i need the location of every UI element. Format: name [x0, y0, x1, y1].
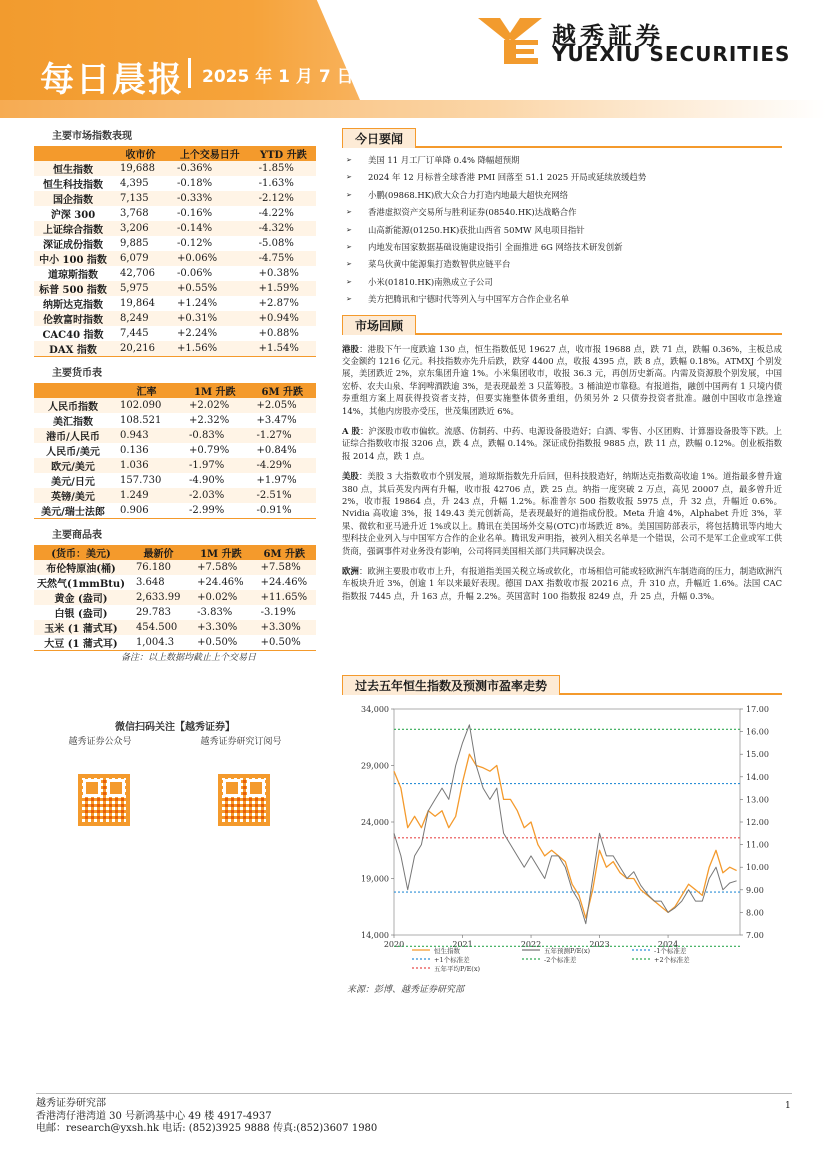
row-value: -0.16% — [176, 208, 213, 219]
row-value: -0.33% — [169, 191, 251, 206]
market-review-title: 市场回顾 — [342, 315, 416, 335]
row-value: -3.83% — [197, 607, 233, 618]
row-value: 157.730 — [120, 475, 162, 486]
row-value: +11.65% — [253, 590, 316, 605]
row-value: 8,249 — [112, 311, 169, 326]
qr-right-label: 越秀证券研究订阅号 — [200, 737, 282, 747]
row-label: 上证综合指数 — [34, 221, 112, 236]
currency-title: 主要货币表 — [52, 368, 102, 379]
market-review-header — [342, 315, 782, 335]
news-item[interactable]: ➢ 美国 11 月工厂订单降 0.4% 降幅超预期 — [342, 152, 782, 169]
table-row — [34, 398, 316, 413]
row-value: -1.27% — [249, 428, 316, 443]
y-right-tick-label: 13.00 — [746, 795, 769, 805]
row-value: -0.14% — [169, 221, 251, 236]
row-label: 恒生指数 — [34, 161, 112, 176]
series-line-五年预测P/E(x) — [394, 725, 737, 924]
table-row — [34, 176, 316, 191]
table-row — [34, 560, 316, 575]
logo-chinese-name: 越秀証券 — [552, 22, 664, 50]
table-row — [34, 311, 316, 326]
row-label: 道琼斯指数 — [48, 270, 98, 281]
review-paragraph — [342, 343, 782, 417]
row-value: 5,975 — [112, 281, 169, 296]
y-right-tick-label: 8.00 — [746, 908, 764, 918]
row-value: -4.90% — [189, 475, 225, 486]
table-row — [34, 590, 316, 605]
row-value: 29.783 — [135, 607, 171, 618]
footer — [36, 1098, 377, 1136]
row-value: 4,395 — [120, 178, 149, 189]
report-header — [0, 0, 826, 120]
row-value: +1.24% — [176, 298, 218, 309]
row-value: 1,004.3 — [128, 635, 189, 651]
row-value: -4.32% — [251, 221, 316, 236]
y-right-tick-label: 16.00 — [746, 727, 769, 737]
column-header: 6M 升跌 — [253, 545, 316, 560]
table-row — [34, 473, 316, 488]
row-value: -0.06% — [176, 268, 213, 279]
wechat-account-qr-icon[interactable] — [78, 774, 130, 826]
row-value: -5.08% — [258, 238, 294, 249]
row-value: 0.136 — [120, 445, 149, 456]
row-label: 标普 500 指数 — [34, 281, 112, 296]
row-value: 3,768 — [120, 208, 149, 219]
review-lead: 欧洲 — [342, 566, 359, 577]
column-header: 最新价 — [128, 545, 189, 560]
row-value: +0.84% — [256, 445, 297, 456]
row-value: 6,079 — [112, 251, 169, 266]
row-label: 天然气(1mmBtu) — [37, 579, 125, 590]
row-value: +0.50% — [189, 635, 252, 651]
row-value: 76.180 — [128, 560, 189, 575]
row-value: 3.648 — [135, 577, 165, 588]
row-value: -2.12% — [251, 191, 316, 206]
row-label: CAC40 指数 — [42, 330, 104, 341]
column-header: 6M 升跌 — [249, 383, 316, 398]
row-value: 0.943 — [112, 428, 181, 443]
footer-dept: 越秀证券研究部 — [36, 1098, 106, 1109]
row-value: -4.75% — [251, 251, 316, 266]
table-row — [34, 575, 316, 590]
x-tick-label: 2021 — [452, 940, 473, 949]
row-label: 中小 100 指数 — [34, 251, 112, 266]
table-row — [34, 413, 316, 428]
row-value: +0.38% — [258, 268, 299, 279]
review-paragraph — [342, 425, 782, 462]
row-value: 1.249 — [112, 488, 181, 503]
row-value: -2.51% — [249, 488, 316, 503]
row-value: +7.58% — [253, 560, 316, 575]
legend-label: 五年预测P/E(x) — [544, 947, 591, 955]
review-text: ：沪深股市收市偏软。流感、仿制药、中药、电源设备股造好；白酒、零售、小区团购、计算器设备股等下跌。上证综合指数收市报 3206 点，跌 4 点，跌幅 0.14%。深证成份指数报 9885 点，跌 11 点，跌幅 0.12%。创业板指数报 2014 点，跌 1 点。 — [342, 425, 783, 461]
left-column — [34, 128, 316, 665]
row-value: 19,864 — [120, 298, 155, 309]
table-row — [34, 161, 316, 176]
row-label: 港币/人民币 — [34, 428, 112, 443]
x-tick-label: 2024 — [657, 940, 679, 949]
row-value: 454.500 — [128, 620, 189, 635]
table-row — [34, 206, 316, 221]
row-value: +2.87% — [258, 298, 299, 309]
today-news-header — [342, 128, 782, 148]
row-label: 黄金 (盎司) — [34, 590, 128, 605]
legend-label: -1个标准差 — [654, 947, 687, 955]
review-lead: 美股 — [342, 471, 359, 482]
row-label: 白银 (盎司) — [54, 609, 108, 620]
header-gradient-band — [0, 100, 826, 118]
x-tick-label: 2020 — [383, 940, 405, 949]
news-item[interactable]: ➢ 菜鸟伙黄中能源集打造数智供应链平台 — [342, 256, 782, 273]
commodity-table — [34, 545, 316, 651]
chart-source: 来源：彭博、越秀证券研究部 — [347, 985, 465, 995]
table-row — [34, 281, 316, 296]
table-row — [34, 296, 316, 311]
row-value: +0.06% — [169, 251, 251, 266]
row-label: 恒生科技指数 — [43, 180, 103, 191]
column-header: 1M 升跌 — [189, 545, 252, 560]
news-item[interactable]: ➢ 小米(01810.HK)南熟成立子公司 — [342, 274, 782, 291]
row-value: +7.58% — [189, 560, 252, 575]
row-label: 美汇指数 — [53, 417, 93, 428]
row-value: -1.97% — [181, 458, 248, 473]
table-row — [34, 428, 316, 443]
row-value: -2.03% — [181, 488, 248, 503]
row-value: 7,445 — [120, 328, 149, 339]
news-item[interactable]: ➢ 小鹏(09868.HK)欣大众合力打造内地最大超快充网络 — [342, 187, 782, 204]
hsi-pe-chart — [342, 675, 782, 979]
research-subscription-qr-icon[interactable] — [218, 774, 270, 826]
row-value: +3.30% — [189, 620, 252, 635]
row-value: +24.46% — [260, 577, 308, 588]
market-index-table — [34, 146, 316, 357]
currency-table — [34, 383, 316, 519]
column-header — [34, 383, 112, 398]
review-text: ：美股 3 大指数收市个别发展，道琼斯指数先升后回，但科技股造好，纳斯达克指数高收逾 1%。道指最多曾升逾 380 点，其后英发内两有升幅，收市报 42706 点，跌 25 点。纳指一度突破 2 万点，高见 20007 点，最多曾升近 2%，收市报 19864 点，升 243 点，升幅 1.2%。标准普尔 500 指数收报 5975 点，升 32 点，升幅近 0.6%。Nvidia 高收逾 3%，报 149.43 美元创新高，是表现最好的道指成份股。Meta 升逾 4%，Alphabet 升近 3%，苹果、微软和亚马逊升近 1%或以上。腾讯在美国场外交易(OTC)市场跌近 8%。美国国防部表示，将包括腾讯等内地大型科技企业列入与中国军方合作的企业名单。腾讯发声明指，被列入相关名单是一个错误，公司不是军工企业或军工供货商，强调事件对业务没有影响，公司将同美国相关部门共同解决误会。 — [342, 471, 782, 556]
row-value: +2.24% — [176, 328, 218, 339]
row-value: +1.56% — [169, 341, 251, 357]
row-value: +0.31% — [169, 311, 251, 326]
market-review-body — [342, 343, 782, 603]
row-value: 108.521 — [120, 415, 162, 426]
y-right-tick-label: 17.00 — [746, 705, 769, 714]
review-lead: A 股 — [342, 425, 360, 436]
row-value: -1.85% — [251, 161, 316, 176]
row-label: 国企指数 — [34, 191, 112, 206]
footer-contact: 电邮：research@yxsh.hk 电话: (852)3925 9888 传真:(852)3607 1980 — [36, 1123, 378, 1135]
row-value: 9,885 — [120, 238, 149, 249]
y-right-tick-label: 11.00 — [746, 840, 769, 850]
x-tick-label: 2023 — [589, 940, 610, 949]
row-value: -4.22% — [258, 208, 294, 219]
row-label: 布伦特原油(桶) — [34, 560, 128, 575]
legend-label: 五年平均P/E(x) — [434, 965, 481, 973]
y-right-tick-label: 7.00 — [746, 931, 764, 940]
report-date: 2025 年 1 月 7 日 — [202, 67, 354, 87]
review-text: ：港股下午一度跌逾 130 点，恒生指数低见 19627 点，收市报 19688 点，跌 71 点，跌幅 0.36%，主板总成交金额约 1216 亿元。科技指数亦先升后跌，跌穿 4400 点，收报 4395 点，跌 8 点，跌幅 0.18%。ATMXJ 个别发展，美团跌近 2%，京东集团升逾 1%。小米集团收市，收报 36.3 元，再创历史新高。内需及资源股个别发展，中国宏桥、农夫山泉、华润啤酒跌逾 3%，是表现最差 3 只蓝筹股。3 桶油逆市靠稳。有报道指，融创中国两有 1 只境内债券重组方案上周获得投资者支持，但要实施整体债务重组，仍须另外 2 只债券投资者批准。融创中国收市急挫逾 14%，其他内房股亦受压，世茂集团跌近 6%。 — [342, 343, 782, 416]
table-header-row — [34, 146, 316, 161]
qr-title: 微信扫码关注【越秀证券】 — [115, 722, 235, 733]
chart-title: 过去五年恒生指数及预测市盈率走势 — [342, 675, 560, 695]
footer-divider — [36, 1093, 792, 1094]
row-label: 英镑/美元 — [34, 488, 112, 503]
column-header: 收市价 — [112, 146, 169, 161]
y-left-tick-label: 24,000 — [361, 818, 389, 827]
legend-label: +1个标准差 — [434, 956, 470, 964]
y-right-tick-label: 12.00 — [746, 818, 769, 827]
today-news-title: 今日要闻 — [342, 128, 416, 148]
row-value: +1.97% — [256, 475, 297, 486]
table-row — [34, 221, 316, 236]
title-separator — [188, 58, 191, 88]
row-label: 大豆 (1 蒲式耳) — [34, 635, 128, 651]
news-item[interactable]: ➢ 山高新能源(01250.HK)获批山西省 50MW 风电项目指针 — [342, 222, 782, 239]
row-value: +3.30% — [253, 620, 316, 635]
table-row — [34, 503, 316, 519]
hsi-pe-chart-svg — [342, 699, 782, 979]
table-header-row — [34, 383, 316, 398]
row-label: 伦敦富时指数 — [34, 311, 112, 326]
legend-label: -2个标准差 — [544, 956, 577, 964]
y-left-tick-label: 29,000 — [361, 761, 389, 771]
row-value: +2.02% — [181, 398, 248, 413]
row-label: 深证成份指数 — [43, 240, 103, 251]
row-value: 19,688 — [112, 161, 169, 176]
row-label: 纳斯达克指数 — [43, 300, 103, 311]
chart-header — [342, 675, 782, 695]
row-value: +1.54% — [251, 341, 316, 357]
row-value: +0.88% — [258, 328, 299, 339]
table-row — [34, 605, 316, 620]
column-header: YTD 升跌 — [251, 146, 316, 161]
review-paragraph — [342, 470, 782, 557]
y-right-tick-label: 15.00 — [746, 750, 769, 760]
commodity-title: 主要商品表 — [52, 530, 102, 541]
row-value: -4.29% — [249, 458, 316, 473]
table-row — [34, 341, 316, 357]
footer-address: 香港湾仔港湾道 30 号新鸿基中心 49 楼 4917-4937 — [36, 1110, 272, 1122]
qr-section — [34, 718, 316, 828]
row-label: 美元/瑞士法郎 — [34, 503, 112, 519]
data-note: 备注：以上数据均截止上个交易日 — [120, 653, 256, 663]
legend-label: 恒生指数 — [434, 947, 460, 955]
legend-label: +2个标准差 — [654, 956, 690, 964]
today-news-list — [342, 152, 782, 309]
row-value: 20,216 — [112, 341, 169, 357]
column-header: 1M 升跌 — [181, 383, 248, 398]
row-value: 3,206 — [112, 221, 169, 236]
row-value: -3.19% — [260, 607, 296, 618]
qr-left-label: 越秀证券公众号 — [68, 737, 132, 747]
row-value: 1.036 — [112, 458, 181, 473]
news-item[interactable]: ➢ 香港虚拟资产交易所与胜利证券(08540.HK)达战略合作 — [342, 204, 782, 221]
news-item[interactable]: ➢ 美方把腾讯和宁德时代等列入与中国军方合作企业名单 — [342, 291, 782, 308]
table-row — [34, 266, 316, 281]
row-value: -1.63% — [258, 178, 294, 189]
column-header: 上个交易日升 — [169, 146, 251, 161]
news-item[interactable]: ➢ 2024 年 12 月标普全球香港 PMI 回落至 51.1 2025 开局或延续放缓趋势 — [342, 169, 782, 186]
table-row — [34, 191, 316, 206]
row-value: +0.55% — [169, 281, 251, 296]
row-value: +0.50% — [253, 635, 316, 651]
row-label: 美元/日元 — [51, 477, 95, 488]
table-row — [34, 443, 316, 458]
table-row — [34, 251, 316, 266]
row-label: 人民币/美元 — [46, 447, 100, 458]
report-title: 每日晨报 — [40, 60, 184, 100]
right-column — [342, 128, 782, 610]
review-paragraph — [342, 565, 782, 602]
y-right-tick-label: 9.00 — [746, 885, 764, 895]
row-value: -0.12% — [176, 238, 213, 249]
row-value: +0.94% — [251, 311, 316, 326]
row-value: 0.906 — [112, 503, 181, 519]
yuexiu-logo-icon — [478, 18, 542, 64]
row-value: +0.79% — [189, 445, 230, 456]
qr-labels — [34, 734, 316, 750]
row-value: +0.02% — [189, 590, 252, 605]
table-row — [34, 458, 316, 473]
row-value: 7,135 — [112, 191, 169, 206]
row-label: DAX 指数 — [34, 341, 112, 357]
row-value: -0.91% — [249, 503, 316, 519]
table-header-row — [34, 545, 316, 560]
row-value: 2,633.99 — [128, 590, 189, 605]
news-item[interactable]: ➢ 内地发布国家数据基础设施建设指引 全面推进 6G 网络技术研发创新 — [342, 239, 782, 256]
row-label: 欧元/美元 — [34, 458, 112, 473]
row-label: 玉米 (1 蒲式耳) — [34, 620, 128, 635]
market-index-title: 主要市场指数表现 — [52, 131, 132, 142]
y-left-tick-label: 19,000 — [361, 874, 389, 884]
column-header: (货币：美元) — [34, 545, 128, 560]
row-value: -2.99% — [181, 503, 248, 519]
row-value: -0.83% — [181, 428, 248, 443]
y-left-tick-label: 14,000 — [361, 931, 389, 940]
page-number: 1 — [785, 1101, 791, 1111]
review-text: ：欧洲主要股市收市上升，有报道指美国关税立场或软化，市场相信可能或轻欧洲汽车制造商的压力，制造欧洲汽车板块升近 3%，创逾 1 年以来最好表现。德国 DAX 指数收市报 20216 点，升 310 点，升幅近 1.6%。法国 CAC 指数报 7445 点，升 163 点，升幅 2.2%。英国富时 100 指数报 8249 点，升 25 点，升幅 0.3%。 — [342, 566, 783, 601]
row-value: -0.36% — [169, 161, 251, 176]
row-value: +2.32% — [189, 415, 230, 426]
x-tick-label: 2022 — [520, 940, 542, 949]
column-header — [34, 146, 112, 161]
row-label: 沪深 300 — [50, 210, 96, 221]
table-row — [34, 326, 316, 341]
logo-english-name: YUEXIU SECURITIES — [552, 42, 791, 66]
row-value: +24.46% — [197, 577, 244, 588]
row-value: +3.47% — [256, 415, 297, 426]
row-value: -0.18% — [176, 178, 213, 189]
row-value: +2.05% — [249, 398, 316, 413]
column-header: 汇率 — [112, 383, 181, 398]
series-line-恒生指数 — [394, 754, 737, 918]
y-right-tick-label: 14.00 — [746, 772, 769, 782]
table-row — [34, 236, 316, 251]
table-row — [34, 488, 316, 503]
y-left-tick-label: 34,000 — [361, 705, 389, 714]
row-value: 42,706 — [120, 268, 155, 279]
row-value: 102.090 — [112, 398, 181, 413]
y-right-tick-label: 10.00 — [746, 863, 769, 873]
table-row — [34, 620, 316, 635]
row-value: +1.59% — [251, 281, 316, 296]
row-label: 人民币指数 — [34, 398, 112, 413]
table-row — [34, 635, 316, 651]
review-lead: 港股 — [342, 343, 360, 354]
